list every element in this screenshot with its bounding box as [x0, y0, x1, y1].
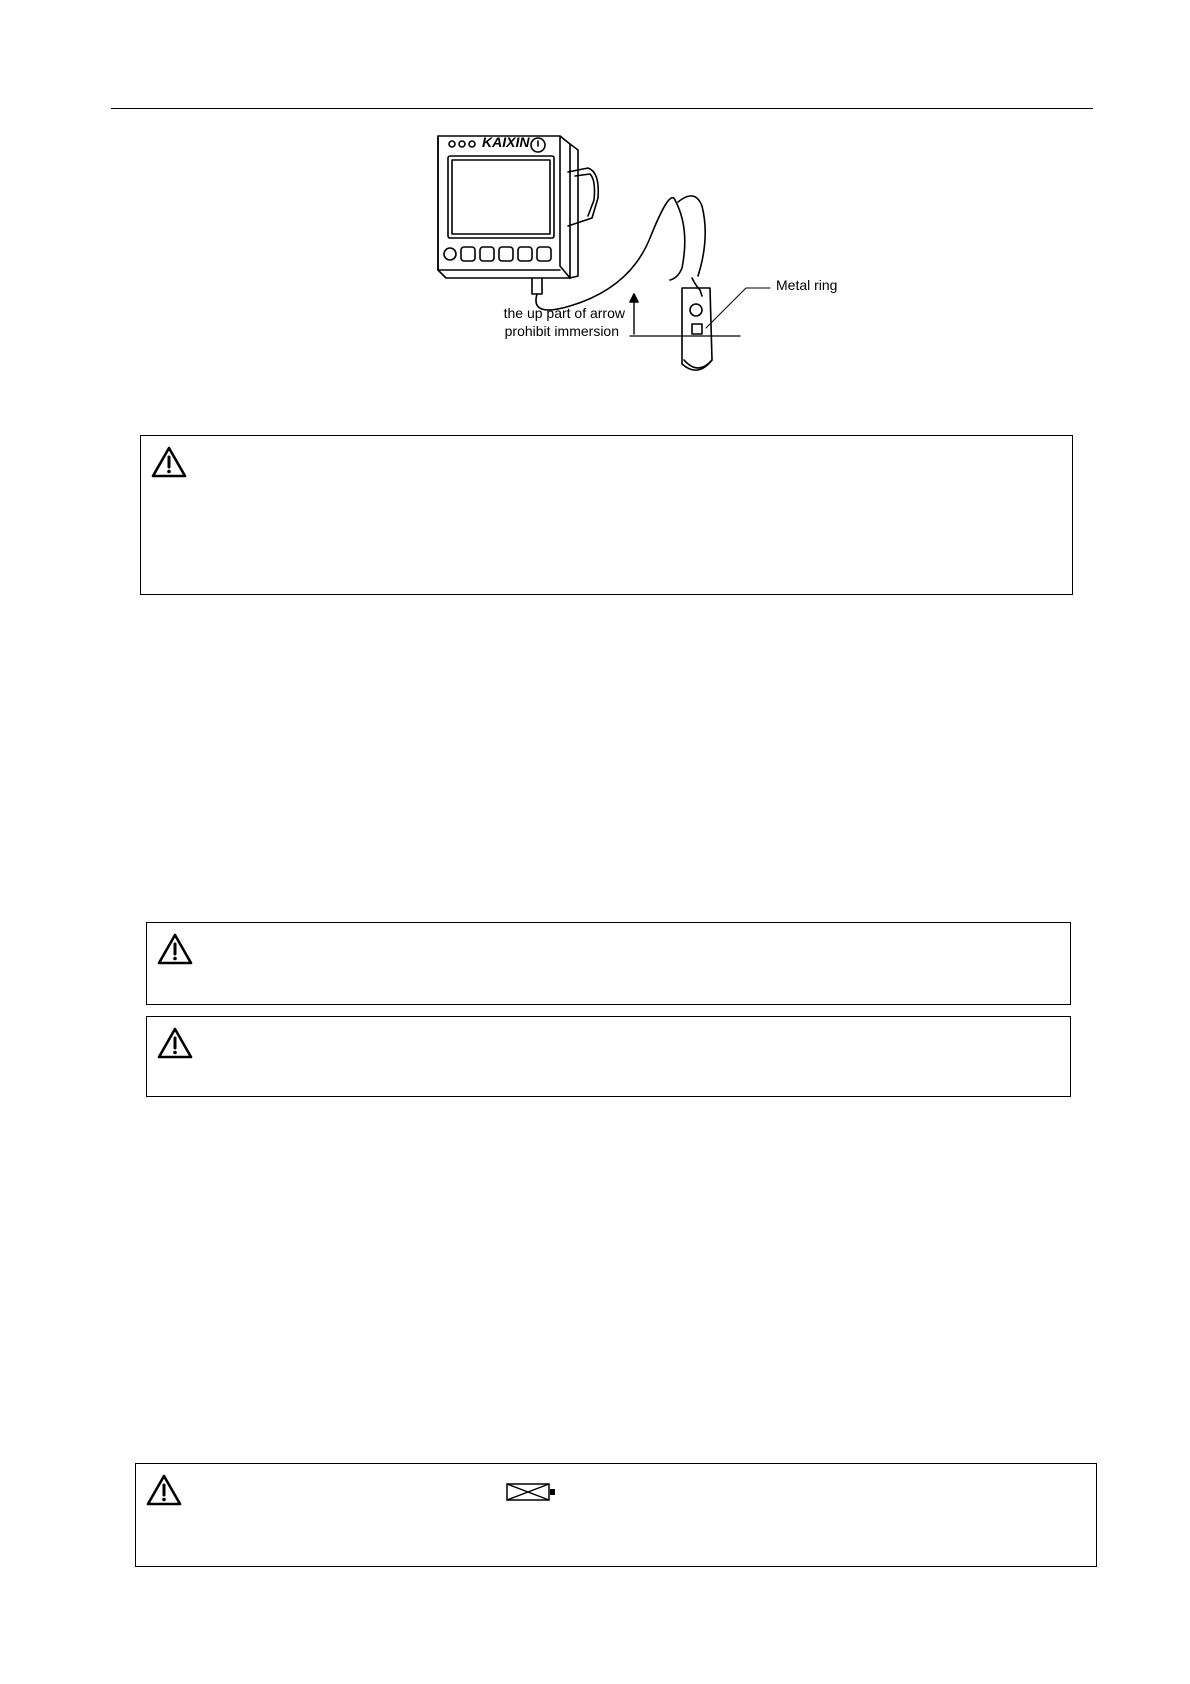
brand-label: KAIXIN: [482, 134, 530, 150]
header-rule: [111, 108, 1093, 109]
warning-triangle-icon: [146, 1474, 182, 1506]
laryngoscope-drawing: [420, 128, 840, 398]
warning-notice-box: [140, 435, 1073, 595]
warning-notice-box: [146, 1016, 1071, 1097]
arrow-label-line2: prohibit immersion: [504, 323, 619, 339]
warning-triangle-icon: [157, 1027, 193, 1059]
warning-triangle-icon: [151, 446, 187, 478]
device-illustration: [420, 128, 840, 398]
battery-crossed-icon: [506, 1482, 558, 1502]
warning-notice-box: [146, 922, 1071, 1005]
warning-triangle-icon: [157, 933, 193, 965]
warning-notice-box: [135, 1463, 1097, 1567]
metal-ring-label: Metal ring: [776, 277, 838, 293]
arrow-label-line1: the up part of arrow: [503, 305, 625, 321]
